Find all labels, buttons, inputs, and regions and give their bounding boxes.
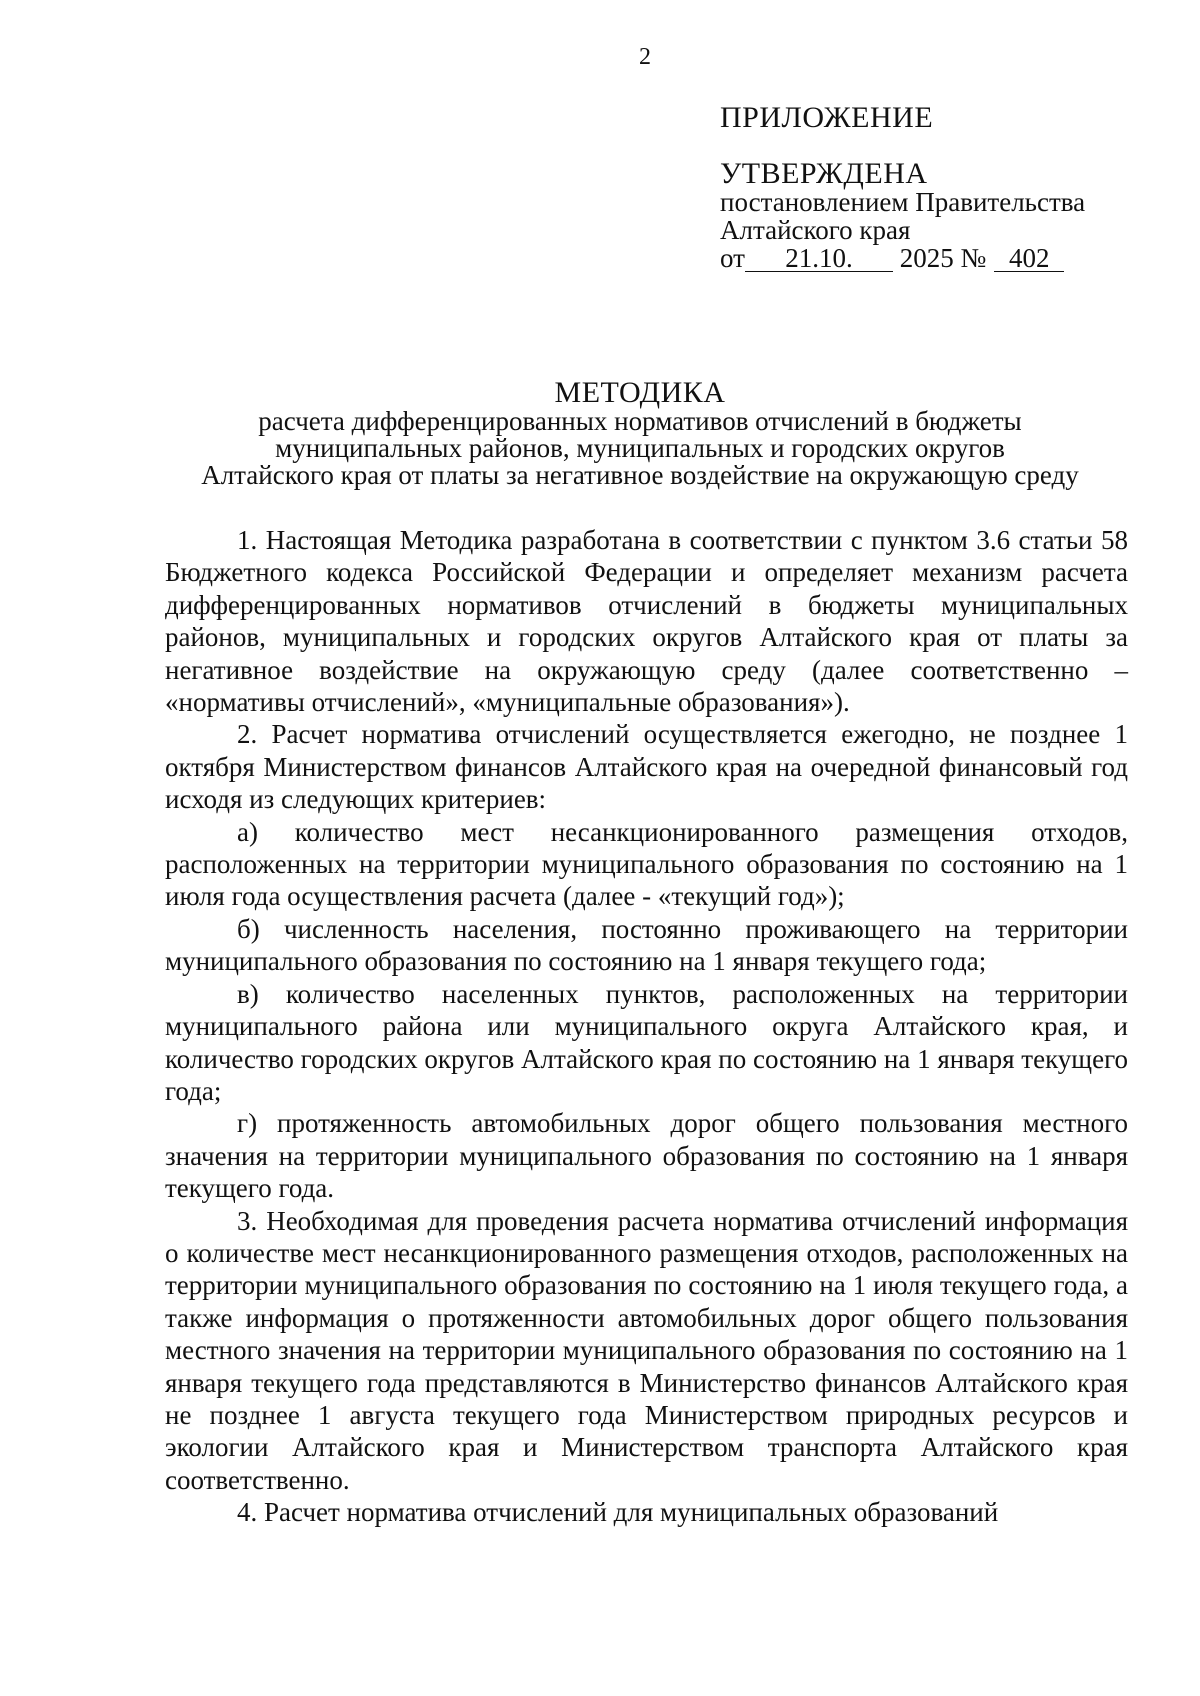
paragraph-2a: а) количество мест несанкционированного размещения отходов, расположенных на территории муниципального образования по состоянию на 1 июля года осуществления расчета (далее - «текущий год»); xyxy=(165,816,1128,912)
approval-date-line xyxy=(720,244,1140,272)
paragraph-2: 2. Расчет норматива отчислений осуществляется ежегодно, не позднее 1 октября Министерством финансов Алтайского края на очередной финансовый год исходя из следующих критериев: xyxy=(165,719,1128,815)
paragraph-2v: в) количество населенных пунктов, расположенных на территории муниципального района или муниципального округа Алтайского края, и количество городских округов Алтайского края по состоянию на 1 января текущего года; xyxy=(165,978,1128,1106)
approval-line-2: Алтайского края xyxy=(720,215,911,245)
paragraph-4: 4. Расчет норматива отчислений для муниципальных образований xyxy=(237,1497,999,1528)
document-title: МЕТОДИКА xyxy=(554,376,726,409)
paragraph-2b: б) численность населения, постоянно проживающего на территории муниципального образования по состоянию на 1 января текущего года; xyxy=(165,913,1128,977)
page-number: 2 xyxy=(639,44,651,70)
approved-label: УТВЕРЖДЕНА xyxy=(720,157,928,190)
approval-year: 2025 № xyxy=(899,243,987,273)
appendix-label: ПРИЛОЖЕНИЕ xyxy=(720,101,934,134)
paragraph-2g: г) протяженность автомобильных дорог общего пользования местного значения на территории муниципального образования по состоянию на 1 января текущего года. xyxy=(165,1108,1128,1204)
title-line-2: муниципальных районов, муниципальных и городских округов xyxy=(275,433,1005,463)
from-label: от xyxy=(720,243,745,273)
approval-line-1: постановлением Правительства xyxy=(720,187,1086,217)
title-line-1: расчета дифференцированных нормативов отчислений в бюджеты xyxy=(258,406,1022,436)
approval-number: 402 xyxy=(994,245,1064,272)
approval-stamp xyxy=(720,101,1140,273)
document-title-block xyxy=(150,378,1130,489)
title-line-3: Алтайского края от платы за негативное воздействие на окружающую среду xyxy=(201,460,1079,490)
document-body xyxy=(165,524,1128,1529)
paragraph-3: 3. Необходимая для проведения расчета норматива отчислений информация о количестве мест несанкционированного размещения отходов, расположенных на территории муниципального образования по состоянию на 1 июля текущего года, а также информация о протяженности автомобильных дорог общего пользования местного значения на территории муниципального образования по состоянию на 1 января текущего года представляются в Министерство финансов Алтайского края не позднее 1 августа текущего года Министерством природных ресурсов и экологии Алтайского края и Министерством транспорта Алтайского края соответственно. xyxy=(165,1205,1128,1495)
approval-date: 21.10. xyxy=(745,245,893,272)
paragraph-1: 1. Настоящая Методика разработана в соответствии с пунктом 3.6 статьи 58 Бюджетного кодекса Российской Федерации и определяет механизм расчета дифференцированных нормативов отчислений в бюджеты муниципальных районов, муниципальных и городских округов Алтайского края от платы за негативное воздействие на окружающую среду (далее соответственно – «нормативы отчислений», «муниципальные образования»). xyxy=(165,525,1128,718)
